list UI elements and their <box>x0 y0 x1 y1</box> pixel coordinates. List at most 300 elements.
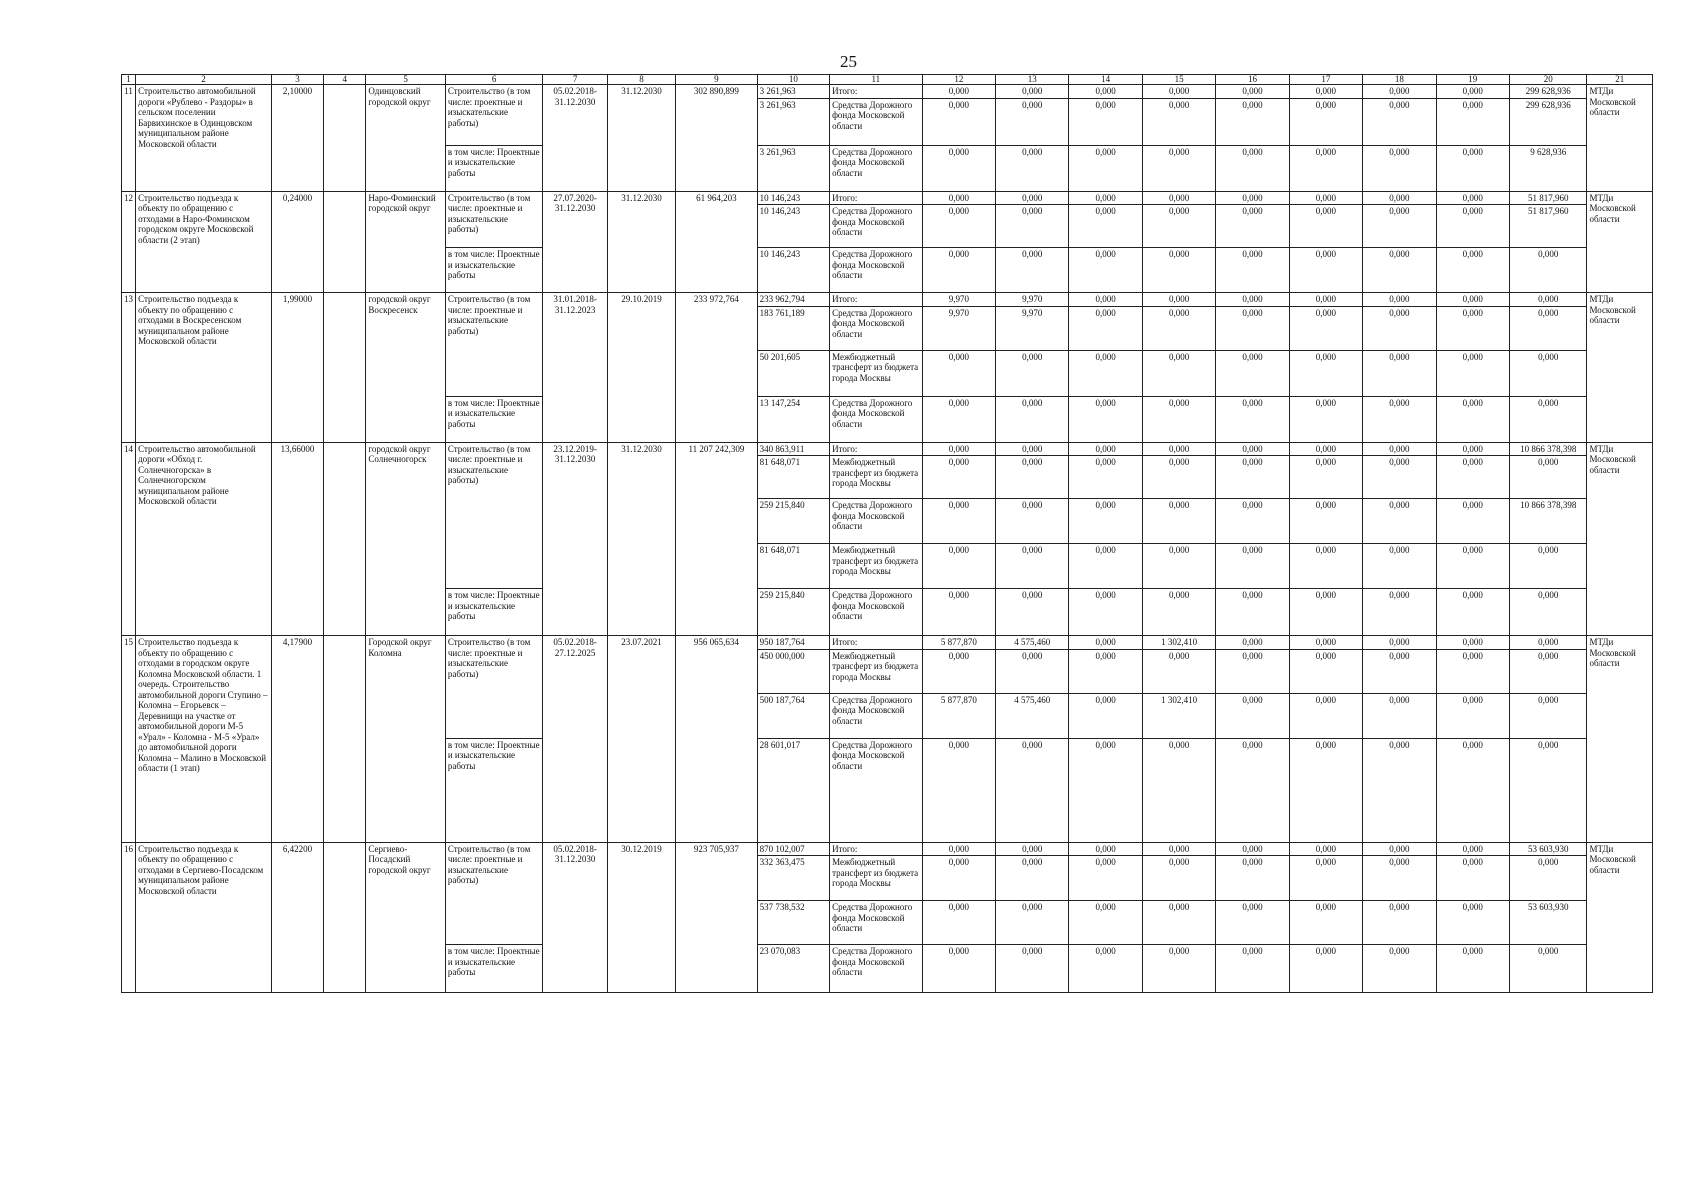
funding-total: 13 147,254 <box>757 396 829 442</box>
project-length: 2,10000 <box>271 85 323 192</box>
project-work-type: Строительство (в том числе: проектные и изыскательские работы) <box>445 842 543 945</box>
funding-total: 950 187,764 <box>757 636 829 650</box>
funding-value-col19: 0,000 <box>1436 191 1509 205</box>
funding-value-col18: 0,000 <box>1363 456 1436 499</box>
funding-value-col19: 0,000 <box>1436 589 1509 636</box>
funding-value-col18: 0,000 <box>1363 191 1436 205</box>
funding-value-col14: 0,000 <box>1069 544 1142 589</box>
funding-value-col14: 0,000 <box>1069 85 1142 99</box>
funding-value-col13: 0,000 <box>996 145 1069 191</box>
funding-source: Средства Дорожного фонда Московской области <box>830 98 923 145</box>
funding-value-col17: 0,000 <box>1289 901 1362 945</box>
funding-value-col14: 0,000 <box>1069 145 1142 191</box>
table-row <box>122 636 1653 650</box>
funding-value-col17: 0,000 <box>1289 589 1362 636</box>
funding-value-col20: 0,000 <box>1509 856 1586 901</box>
project-work-subtype: в том числе: Проектные и изыскательские работы <box>445 945 543 993</box>
funding-value-col14: 0,000 <box>1069 306 1142 350</box>
funding-value-col19: 0,000 <box>1436 396 1509 442</box>
funding-value-col20: 0,000 <box>1509 248 1586 293</box>
funding-value-col13: 0,000 <box>996 191 1069 205</box>
project-name: Строительство подъезда к объекту по обращению с отходами в городском округе Коломна Московской области. 1 очередь. Строительство автомобильной дороги Ступино – Коломна – Егорьевск – Деревнищи на участке от автомобильной дороги М-5 «Урал» - Коломна - М-5 «Урал» до автомобильной дороги Коломна – Малино в Московской области (1 этап) <box>136 636 272 843</box>
column-header-20: 20 <box>1509 75 1586 85</box>
project-period: 23.12.2019-31.12.2030 <box>543 442 607 636</box>
funding-value-col16: 0,000 <box>1216 856 1289 901</box>
funding-value-col19: 0,000 <box>1436 85 1509 99</box>
funding-value-col17: 0,000 <box>1289 98 1362 145</box>
funding-value-col15: 0,000 <box>1142 901 1215 945</box>
funding-value-col12: 0,000 <box>922 248 995 293</box>
funding-source: Межбюджетный трансферт из бюджета города Москвы <box>830 350 923 396</box>
project-name: Строительство автомобильной дороги «Рублево - Раздоры» в сельском поселении Барвихинское в Одинцовском муниципальном районе Московской области <box>136 85 272 192</box>
funding-total: 10 146,243 <box>757 191 829 205</box>
funding-value-col19: 0,000 <box>1436 856 1509 901</box>
funding-value-col19: 0,000 <box>1436 248 1509 293</box>
funding-value-col15: 0,000 <box>1142 306 1215 350</box>
funding-value-col15: 0,000 <box>1142 293 1215 307</box>
project-territory: городской округ Воскресенск <box>366 293 445 443</box>
funding-value-col15: 0,000 <box>1142 350 1215 396</box>
funding-value-col12: 0,000 <box>922 649 995 693</box>
funding-value-col18: 0,000 <box>1363 396 1436 442</box>
funding-value-col17: 0,000 <box>1289 191 1362 205</box>
project-work-type: Строительство (в том числе: проектные и изыскательские работы) <box>445 442 543 589</box>
project-agency: МТДи Московской области <box>1587 85 1653 192</box>
funding-value-col13: 4 575,460 <box>996 693 1069 738</box>
project-work-type: Строительство (в том числе: проектные и изыскательские работы) <box>445 191 543 248</box>
funding-total: 3 261,963 <box>757 145 829 191</box>
funding-value-col16: 0,000 <box>1216 306 1289 350</box>
project-date-end: 31.12.2030 <box>607 85 675 192</box>
funding-value-col16: 0,000 <box>1216 901 1289 945</box>
funding-value-col17: 0,000 <box>1289 636 1362 650</box>
funding-value-col12: 0,000 <box>922 145 995 191</box>
column-header-14: 14 <box>1069 75 1142 85</box>
project-number: 14 <box>122 442 136 636</box>
column-header-17: 17 <box>1289 75 1362 85</box>
funding-value-col15: 0,000 <box>1142 738 1215 842</box>
funding-value-col17: 0,000 <box>1289 738 1362 842</box>
funding-value-col13: 0,000 <box>996 205 1069 248</box>
funding-value-col16: 0,000 <box>1216 693 1289 738</box>
funding-value-col20: 0,000 <box>1509 350 1586 396</box>
project-cost: 302 890,899 <box>676 85 757 192</box>
project-name: Строительство подъезда к объекту по обращению с отходами в Сергиево-Посадском муниципальном районе Московской области <box>136 842 272 993</box>
funding-total: 10 146,243 <box>757 248 829 293</box>
funding-value-col15: 0,000 <box>1142 589 1215 636</box>
funding-total: 450 000,000 <box>757 649 829 693</box>
funding-source: Итого: <box>830 842 923 856</box>
funding-value-col20: 0,000 <box>1509 589 1586 636</box>
funding-value-col13: 0,000 <box>996 85 1069 99</box>
funding-value-col13: 0,000 <box>996 248 1069 293</box>
funding-value-col15: 0,000 <box>1142 145 1215 191</box>
funding-value-col19: 0,000 <box>1436 842 1509 856</box>
funding-value-col16: 0,000 <box>1216 205 1289 248</box>
funding-value-col13: 0,000 <box>996 442 1069 456</box>
funding-value-col18: 0,000 <box>1363 145 1436 191</box>
funding-value-col19: 0,000 <box>1436 456 1509 499</box>
funding-total: 3 261,963 <box>757 98 829 145</box>
funding-value-col18: 0,000 <box>1363 248 1436 293</box>
funding-total: 332 363,475 <box>757 856 829 901</box>
funding-value-col19: 0,000 <box>1436 293 1509 307</box>
column-header-3: 3 <box>271 75 323 85</box>
funding-value-col13: 0,000 <box>996 856 1069 901</box>
project-territory: Сергиево-Посадский городской округ <box>366 842 445 993</box>
funding-value-col17: 0,000 <box>1289 856 1362 901</box>
funding-value-col15: 0,000 <box>1142 842 1215 856</box>
funding-value-col15: 0,000 <box>1142 456 1215 499</box>
funding-value-col17: 0,000 <box>1289 649 1362 693</box>
funding-value-col18: 0,000 <box>1363 693 1436 738</box>
funding-source: Средства Дорожного фонда Московской области <box>830 396 923 442</box>
funding-value-col12: 0,000 <box>922 589 995 636</box>
funding-source: Средства Дорожного фонда Московской области <box>830 306 923 350</box>
funding-value-col14: 0,000 <box>1069 98 1142 145</box>
column-header-18: 18 <box>1363 75 1436 85</box>
project-name: Строительство подъезда к объекту по обращению с отходами в Наро-Фоминском городском округе Московской области (2 этап) <box>136 191 272 293</box>
funding-value-col19: 0,000 <box>1436 499 1509 544</box>
funding-value-col16: 0,000 <box>1216 636 1289 650</box>
funding-total: 3 261,963 <box>757 85 829 99</box>
project-length: 0,24000 <box>271 191 323 293</box>
project-col4 <box>324 85 366 192</box>
project-col4 <box>324 293 366 443</box>
funding-value-col13: 0,000 <box>996 456 1069 499</box>
funding-value-col13: 9,970 <box>996 306 1069 350</box>
funding-value-col18: 0,000 <box>1363 842 1436 856</box>
column-header-13: 13 <box>996 75 1069 85</box>
funding-source: Средства Дорожного фонда Московской области <box>830 945 923 993</box>
project-work-subtype: в том числе: Проектные и изыскательские работы <box>445 396 543 442</box>
project-agency: МТДи Московской области <box>1587 636 1653 843</box>
project-number: 13 <box>122 293 136 443</box>
funding-value-col20: 0,000 <box>1509 293 1586 307</box>
column-header-11: 11 <box>830 75 923 85</box>
project-territory: городской округ Солнечногорск <box>366 442 445 636</box>
funding-value-col13: 0,000 <box>996 499 1069 544</box>
project-col4 <box>324 842 366 993</box>
project-number: 11 <box>122 85 136 192</box>
funding-value-col20: 53 603,930 <box>1509 901 1586 945</box>
funding-value-col17: 0,000 <box>1289 248 1362 293</box>
funding-value-col13: 0,000 <box>996 901 1069 945</box>
funding-value-col17: 0,000 <box>1289 145 1362 191</box>
funding-value-col17: 0,000 <box>1289 205 1362 248</box>
funding-value-col16: 0,000 <box>1216 649 1289 693</box>
funding-value-col16: 0,000 <box>1216 191 1289 205</box>
funding-total: 81 648,071 <box>757 456 829 499</box>
funding-value-col15: 0,000 <box>1142 396 1215 442</box>
column-header-10: 10 <box>757 75 829 85</box>
project-agency: МТДи Московской области <box>1587 293 1653 443</box>
funding-value-col13: 0,000 <box>996 589 1069 636</box>
funding-value-col18: 0,000 <box>1363 901 1436 945</box>
funding-value-col12: 0,000 <box>922 98 995 145</box>
funding-value-col13: 0,000 <box>996 396 1069 442</box>
funding-total: 81 648,071 <box>757 544 829 589</box>
funding-value-col14: 0,000 <box>1069 842 1142 856</box>
project-length: 6,42200 <box>271 842 323 993</box>
project-name: Строительство подъезда к объекту по обращению с отходами в Воскресенском муниципальном районе Московской области <box>136 293 272 443</box>
funding-value-col12: 9,970 <box>922 306 995 350</box>
column-header-12: 12 <box>922 75 995 85</box>
funding-total: 50 201,605 <box>757 350 829 396</box>
funding-value-col12: 0,000 <box>922 499 995 544</box>
column-header-5: 5 <box>366 75 445 85</box>
funding-value-col20: 9 628,936 <box>1509 145 1586 191</box>
funding-source: Средства Дорожного фонда Московской области <box>830 248 923 293</box>
funding-value-col17: 0,000 <box>1289 842 1362 856</box>
project-date-end: 29.10.2019 <box>607 293 675 443</box>
table-row <box>122 85 1653 99</box>
funding-value-col16: 0,000 <box>1216 145 1289 191</box>
funding-value-col17: 0,000 <box>1289 945 1362 993</box>
funding-value-col20: 10 866 378,398 <box>1509 499 1586 544</box>
project-period: 27.07.2020-31.12.2030 <box>543 191 607 293</box>
funding-value-col20: 0,000 <box>1509 636 1586 650</box>
column-header-15: 15 <box>1142 75 1215 85</box>
funding-value-col15: 0,000 <box>1142 248 1215 293</box>
project-date-end: 23.07.2021 <box>607 636 675 843</box>
funding-value-col19: 0,000 <box>1436 636 1509 650</box>
funding-value-col15: 0,000 <box>1142 205 1215 248</box>
funding-value-col19: 0,000 <box>1436 901 1509 945</box>
project-territory: Городской округ Коломна <box>366 636 445 843</box>
project-date-end: 31.12.2030 <box>607 191 675 293</box>
funding-value-col16: 0,000 <box>1216 85 1289 99</box>
funding-value-col15: 0,000 <box>1142 98 1215 145</box>
funding-total: 28 601,017 <box>757 738 829 842</box>
funding-value-col12: 0,000 <box>922 85 995 99</box>
funding-value-col18: 0,000 <box>1363 350 1436 396</box>
funding-value-col14: 0,000 <box>1069 293 1142 307</box>
funding-value-col18: 0,000 <box>1363 293 1436 307</box>
funding-value-col20: 0,000 <box>1509 945 1586 993</box>
funding-value-col12: 9,970 <box>922 293 995 307</box>
funding-value-col14: 0,000 <box>1069 738 1142 842</box>
project-number: 12 <box>122 191 136 293</box>
funding-source: Межбюджетный трансферт из бюджета города Москвы <box>830 544 923 589</box>
funding-value-col18: 0,000 <box>1363 589 1436 636</box>
column-header-21: 21 <box>1587 75 1653 85</box>
funding-source: Итого: <box>830 191 923 205</box>
funding-value-col18: 0,000 <box>1363 98 1436 145</box>
funding-value-col16: 0,000 <box>1216 293 1289 307</box>
funding-source: Итого: <box>830 442 923 456</box>
funding-source: Итого: <box>830 85 923 99</box>
column-number-row <box>122 75 1653 85</box>
project-length: 4,17900 <box>271 636 323 843</box>
column-header-16: 16 <box>1216 75 1289 85</box>
table-body <box>122 85 1653 993</box>
funding-value-col12: 0,000 <box>922 442 995 456</box>
project-col4 <box>324 442 366 636</box>
funding-value-col20: 0,000 <box>1509 693 1586 738</box>
funding-value-col20: 0,000 <box>1509 306 1586 350</box>
funding-value-col12: 0,000 <box>922 350 995 396</box>
funding-source: Средства Дорожного фонда Московской области <box>830 145 923 191</box>
funding-value-col19: 0,000 <box>1436 205 1509 248</box>
funding-value-col15: 0,000 <box>1142 85 1215 99</box>
project-territory: Наро-Фоминский городской округ <box>366 191 445 293</box>
funding-value-col15: 1 302,410 <box>1142 693 1215 738</box>
funding-value-col20: 0,000 <box>1509 649 1586 693</box>
project-work-subtype: в том числе: Проектные и изыскательские работы <box>445 248 543 293</box>
funding-source: Межбюджетный трансферт из бюджета города Москвы <box>830 649 923 693</box>
project-cost: 233 972,764 <box>676 293 757 443</box>
funding-value-col17: 0,000 <box>1289 442 1362 456</box>
funding-value-col18: 0,000 <box>1363 738 1436 842</box>
funding-value-col14: 0,000 <box>1069 693 1142 738</box>
project-period: 05.02.2018-31.12.2030 <box>543 85 607 192</box>
funding-value-col19: 0,000 <box>1436 544 1509 589</box>
funding-value-col13: 0,000 <box>996 738 1069 842</box>
funding-source: Средства Дорожного фонда Московской области <box>830 693 923 738</box>
funding-value-col16: 0,000 <box>1216 499 1289 544</box>
funding-value-col13: 0,000 <box>996 649 1069 693</box>
column-header-7: 7 <box>543 75 607 85</box>
project-date-end: 30.12.2019 <box>607 842 675 993</box>
funding-total: 259 215,840 <box>757 499 829 544</box>
funding-value-col16: 0,000 <box>1216 442 1289 456</box>
project-date-end: 31.12.2030 <box>607 442 675 636</box>
funding-value-col20: 0,000 <box>1509 544 1586 589</box>
funding-value-col19: 0,000 <box>1436 945 1509 993</box>
funding-value-col15: 0,000 <box>1142 442 1215 456</box>
funding-value-col20: 51 817,960 <box>1509 191 1586 205</box>
funding-value-col14: 0,000 <box>1069 649 1142 693</box>
column-header-6: 6 <box>445 75 543 85</box>
funding-value-col18: 0,000 <box>1363 945 1436 993</box>
funding-value-col19: 0,000 <box>1436 350 1509 396</box>
funding-value-col19: 0,000 <box>1436 442 1509 456</box>
table-row <box>122 842 1653 856</box>
column-header-1: 1 <box>122 75 136 85</box>
funding-value-col13: 0,000 <box>996 350 1069 396</box>
project-length: 1,99000 <box>271 293 323 443</box>
funding-source: Итого: <box>830 636 923 650</box>
funding-source: Итого: <box>830 293 923 307</box>
funding-value-col18: 0,000 <box>1363 636 1436 650</box>
funding-value-col17: 0,000 <box>1289 306 1362 350</box>
funding-value-col16: 0,000 <box>1216 589 1289 636</box>
column-header-19: 19 <box>1436 75 1509 85</box>
funding-value-col17: 0,000 <box>1289 544 1362 589</box>
funding-value-col15: 0,000 <box>1142 544 1215 589</box>
funding-value-col15: 0,000 <box>1142 191 1215 205</box>
project-work-type: Строительство (в том числе: проектные и изыскательские работы) <box>445 293 543 397</box>
project-cost: 923 705,937 <box>676 842 757 993</box>
funding-value-col16: 0,000 <box>1216 248 1289 293</box>
funding-value-col14: 0,000 <box>1069 589 1142 636</box>
funding-value-col12: 0,000 <box>922 396 995 442</box>
funding-value-col17: 0,000 <box>1289 85 1362 99</box>
funding-value-col17: 0,000 <box>1289 350 1362 396</box>
funding-value-col18: 0,000 <box>1363 205 1436 248</box>
funding-value-col14: 0,000 <box>1069 191 1142 205</box>
funding-value-col17: 0,000 <box>1289 693 1362 738</box>
funding-value-col20: 51 817,960 <box>1509 205 1586 248</box>
project-period: 05.02.2018-27.12.2025 <box>543 636 607 843</box>
funding-value-col18: 0,000 <box>1363 442 1436 456</box>
column-header-4: 4 <box>324 75 366 85</box>
funding-total: 259 215,840 <box>757 589 829 636</box>
funding-value-col13: 0,000 <box>996 544 1069 589</box>
funding-value-col20: 53 603,930 <box>1509 842 1586 856</box>
column-header-2: 2 <box>136 75 272 85</box>
funding-value-col12: 0,000 <box>922 205 995 248</box>
funding-value-col16: 0,000 <box>1216 396 1289 442</box>
funding-value-col12: 0,000 <box>922 856 995 901</box>
funding-value-col19: 0,000 <box>1436 649 1509 693</box>
program-table <box>121 74 1653 993</box>
funding-value-col16: 0,000 <box>1216 456 1289 499</box>
funding-value-col12: 5 877,870 <box>922 636 995 650</box>
column-header-9: 9 <box>676 75 757 85</box>
project-cost: 11 207 242,309 <box>676 442 757 636</box>
funding-value-col12: 0,000 <box>922 544 995 589</box>
funding-value-col19: 0,000 <box>1436 98 1509 145</box>
funding-value-col15: 0,000 <box>1142 649 1215 693</box>
project-territory: Одинцовский городской округ <box>366 85 445 192</box>
funding-value-col20: 0,000 <box>1509 396 1586 442</box>
project-col4 <box>324 191 366 293</box>
funding-value-col16: 0,000 <box>1216 98 1289 145</box>
funding-source: Средства Дорожного фонда Московской области <box>830 205 923 248</box>
funding-value-col14: 0,000 <box>1069 350 1142 396</box>
funding-value-col18: 0,000 <box>1363 856 1436 901</box>
funding-source: Средства Дорожного фонда Московской области <box>830 901 923 945</box>
project-period: 31.01.2018-31.12.2023 <box>543 293 607 443</box>
funding-value-col14: 0,000 <box>1069 856 1142 901</box>
funding-value-col12: 0,000 <box>922 842 995 856</box>
project-name: Строительство автомобильной дороги «Обход г. Солнечногорска» в Солнечногорском муниципальном районе Московской области <box>136 442 272 636</box>
funding-source: Межбюджетный трансферт из бюджета города Москвы <box>830 856 923 901</box>
funding-value-col13: 4 575,460 <box>996 636 1069 650</box>
funding-value-col15: 0,000 <box>1142 499 1215 544</box>
funding-value-col13: 0,000 <box>996 945 1069 993</box>
funding-value-col13: 0,000 <box>996 98 1069 145</box>
column-header-8: 8 <box>607 75 675 85</box>
funding-total: 500 187,764 <box>757 693 829 738</box>
funding-value-col19: 0,000 <box>1436 693 1509 738</box>
project-agency: МТДи Московской области <box>1587 842 1653 993</box>
project-cost: 956 065,634 <box>676 636 757 843</box>
funding-value-col12: 0,000 <box>922 945 995 993</box>
funding-value-col12: 0,000 <box>922 901 995 945</box>
project-length: 13,66000 <box>271 442 323 636</box>
table-row <box>122 191 1653 205</box>
funding-value-col16: 0,000 <box>1216 738 1289 842</box>
funding-value-col19: 0,000 <box>1436 738 1509 842</box>
funding-value-col12: 0,000 <box>922 456 995 499</box>
project-agency: МТДи Московской области <box>1587 191 1653 293</box>
funding-total: 870 102,007 <box>757 842 829 856</box>
project-period: 05.02.2018-31.12.2030 <box>543 842 607 993</box>
funding-value-col20: 299 628,936 <box>1509 98 1586 145</box>
funding-value-col12: 0,000 <box>922 191 995 205</box>
project-work-type: Строительство (в том числе: проектные и изыскательские работы) <box>445 85 543 146</box>
funding-source: Средства Дорожного фонда Московской области <box>830 589 923 636</box>
funding-value-col17: 0,000 <box>1289 396 1362 442</box>
funding-value-col14: 0,000 <box>1069 499 1142 544</box>
funding-value-col19: 0,000 <box>1436 306 1509 350</box>
funding-value-col15: 1 302,410 <box>1142 636 1215 650</box>
funding-value-col15: 0,000 <box>1142 856 1215 901</box>
funding-value-col20: 299 628,936 <box>1509 85 1586 99</box>
